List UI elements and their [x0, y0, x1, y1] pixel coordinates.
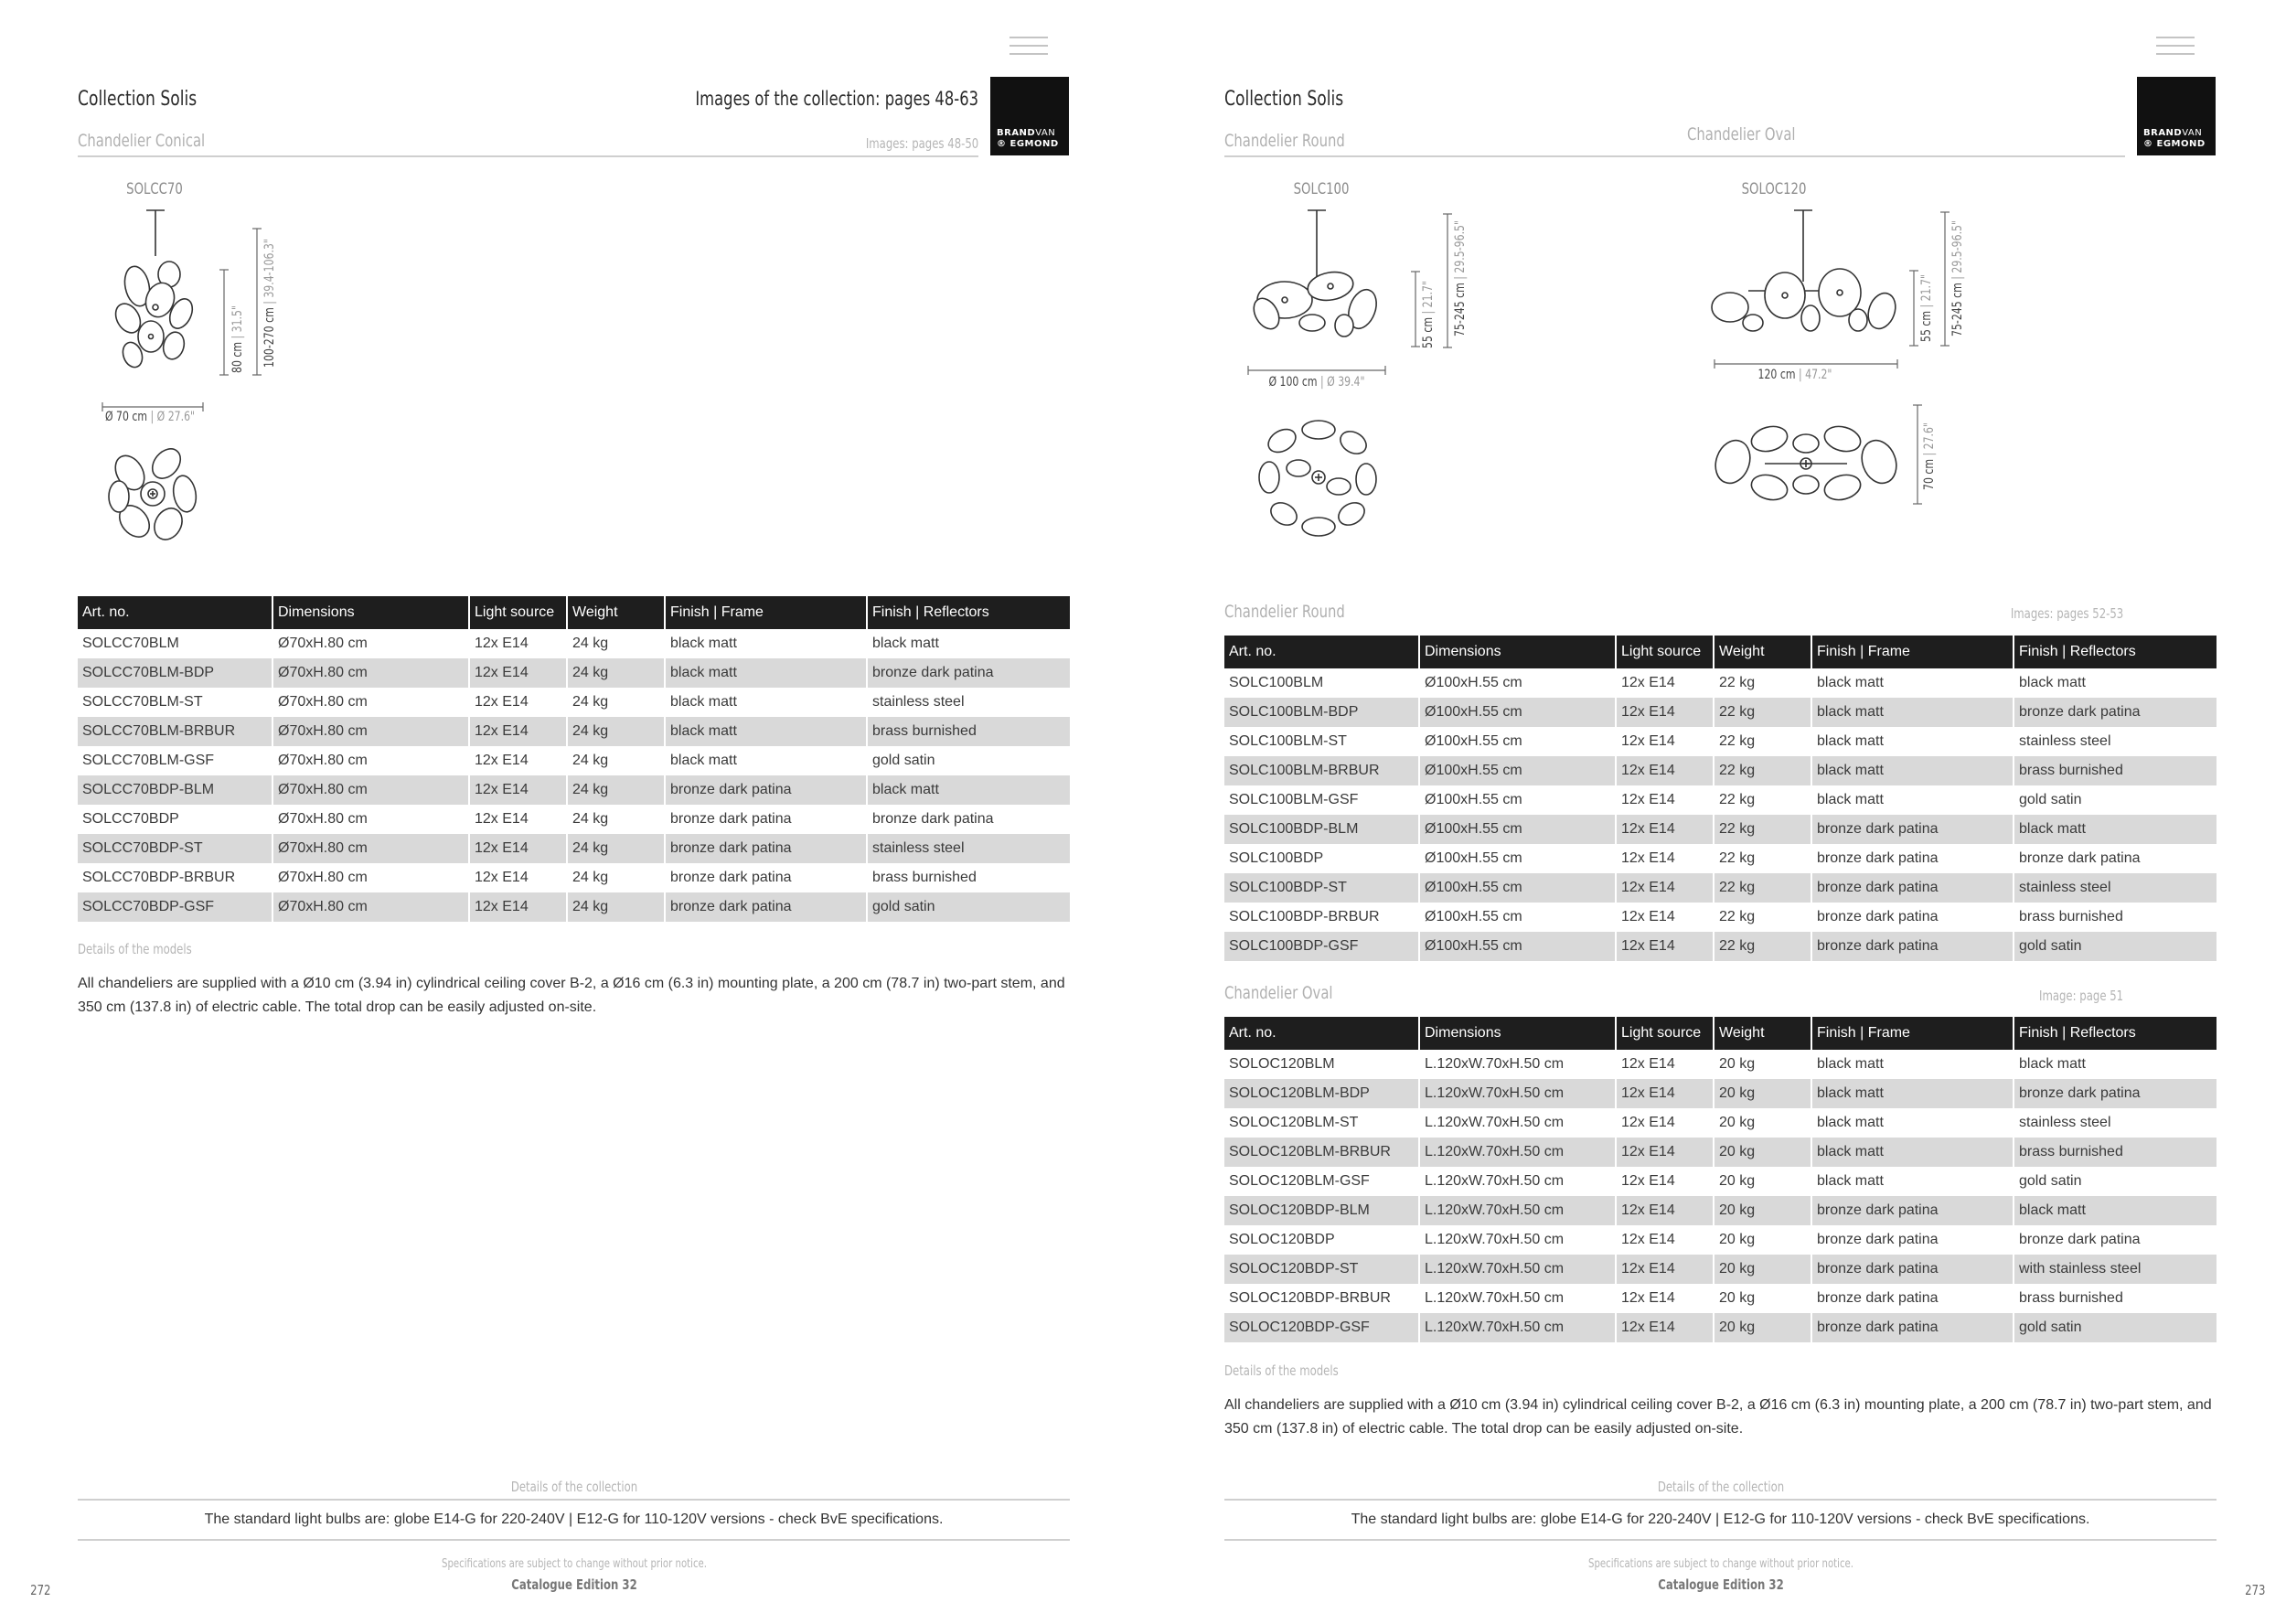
- table-cell: Ø70xH.80 cm: [272, 834, 469, 863]
- footer-bulb-note: The standard light bulbs are: globe E14-G for 220-240V | E12-G for 110-120V versions - check BvE specifications.: [1224, 1499, 2217, 1541]
- oval-dimension-height: 55 cm | 21.7": [1919, 274, 1934, 342]
- table-row: [1224, 727, 2217, 756]
- table-row: [78, 834, 1070, 863]
- round-dimension-drop: 75-245 cm | 29.5-96.5": [1453, 219, 1468, 337]
- table-row: [1224, 1108, 2217, 1138]
- table-cell: bronze dark patina: [2014, 1079, 2217, 1108]
- table-row: [1224, 756, 2217, 785]
- table-cell: black matt: [1811, 668, 2014, 698]
- table-cell: Ø70xH.80 cm: [272, 688, 469, 717]
- table-cell: 12x E14: [1616, 785, 1714, 815]
- table-cell: Ø70xH.80 cm: [272, 629, 469, 658]
- page-number: 272: [30, 1582, 51, 1598]
- table-cell: SOLCC70BDP-GSF: [78, 892, 272, 922]
- product-caption-round: SOLC100: [1293, 180, 1350, 198]
- height-dimension-line: [219, 270, 229, 375]
- table-cell: 22 kg: [1714, 668, 1811, 698]
- table-cell: 24 kg: [567, 775, 665, 805]
- table-cell: 12x E14: [469, 834, 567, 863]
- table-cell: bronze dark patina: [1811, 1313, 2014, 1342]
- spec-table-conical: [78, 596, 1070, 922]
- table-cell: 12x E14: [1616, 1079, 1714, 1108]
- table-cell: brass burnished: [2014, 903, 2217, 932]
- table-cell: 20 kg: [1714, 1284, 1811, 1313]
- round-side-drawing: [1248, 208, 1385, 346]
- footer-heading: Details of the collection: [1657, 1479, 1785, 1495]
- table-cell: 22 kg: [1714, 815, 1811, 844]
- col-header: Finish | Frame: [665, 596, 867, 629]
- table-cell: bronze dark patina: [1811, 1284, 2014, 1313]
- table-cell: 12x E14: [1616, 844, 1714, 873]
- table-cell: Ø70xH.80 cm: [272, 805, 469, 834]
- oval-height-dimension-line: [1909, 271, 1918, 346]
- table-row: [78, 805, 1070, 834]
- table-cell: 12x E14: [469, 746, 567, 775]
- table-cell: 12x E14: [1616, 668, 1714, 698]
- table-row: [1224, 1050, 2217, 1079]
- table-cell: SOLC100BDP-BRBUR: [1229, 909, 1380, 924]
- table-row: [1224, 815, 2217, 844]
- table-cell: L.120xW.70xH.50 cm: [1419, 1196, 1616, 1225]
- table-cell: 20 kg: [1714, 1138, 1811, 1167]
- table-row: [1224, 873, 2217, 903]
- table-cell: 20 kg: [1714, 1196, 1811, 1225]
- col-header: Finish | Frame: [1811, 636, 2014, 668]
- table-cell: black matt: [2014, 668, 2217, 698]
- header-rule: [78, 155, 978, 157]
- table-cell: 20 kg: [1714, 1167, 1811, 1196]
- table-cell: 24 kg: [567, 863, 665, 892]
- brand-logo: BRANDVAN ® EGMOND: [2137, 77, 2216, 155]
- table-cell: 12x E14: [469, 892, 567, 922]
- table-cell: gold satin: [2014, 1167, 2217, 1196]
- table-cell: 12x E14: [1616, 1108, 1714, 1138]
- table-cell: 12x E14: [469, 717, 567, 746]
- table-row: [1224, 1167, 2217, 1196]
- table-cell: 12x E14: [1616, 873, 1714, 903]
- table-cell: L.120xW.70xH.50 cm: [1419, 1284, 1616, 1313]
- table-cell: SOLCC70BLM-BDP: [78, 658, 272, 688]
- table-cell: black matt: [1811, 1079, 2014, 1108]
- table-cell: 12x E14: [1616, 815, 1714, 844]
- table-cell: bronze dark patina: [665, 834, 867, 863]
- table-cell: black matt: [665, 717, 867, 746]
- table-cell: 22 kg: [1714, 698, 1811, 727]
- table-cell: SOLC100BDP: [1229, 850, 1324, 866]
- table-cell: brass burnished: [2014, 756, 2217, 785]
- table-cell: 12x E14: [469, 805, 567, 834]
- menu-icon[interactable]: [2156, 37, 2195, 57]
- table-cell: 24 kg: [567, 892, 665, 922]
- table-cell: bronze dark patina: [1811, 1196, 2014, 1225]
- table-cell: black matt: [2014, 1196, 2217, 1225]
- table-cell: SOLCC70BLM-ST: [82, 694, 203, 710]
- table-cell: 24 kg: [567, 805, 665, 834]
- table-cell: bronze dark patina: [1811, 932, 2014, 961]
- table-cell: 22 kg: [1714, 785, 1811, 815]
- round-height-dimension-line: [1411, 272, 1420, 347]
- table-cell: SOLC100BLM-GSF: [1229, 792, 1359, 807]
- table-cell: L.120xW.70xH.50 cm: [1419, 1079, 1616, 1108]
- table-cell: 12x E14: [1616, 1255, 1714, 1284]
- images-ref: Images: pages 48-50: [865, 135, 978, 152]
- col-header: Finish | Reflectors: [2014, 1017, 2217, 1050]
- table-cell: Ø100xH.55 cm: [1419, 727, 1616, 756]
- table-cell: with stainless steel: [2014, 1255, 2217, 1284]
- table-row: [78, 688, 1070, 717]
- table-cell: brass burnished: [2014, 1284, 2217, 1313]
- col-header: Light source: [1616, 636, 1714, 668]
- table-cell: Ø70xH.80 cm: [272, 775, 469, 805]
- dimension-drop: 100-270 cm | 39.4-106.3": [262, 239, 277, 368]
- table-cell: 12x E14: [469, 863, 567, 892]
- section-title-oval: Chandelier Oval: [1224, 983, 1333, 1003]
- table-cell: black matt: [867, 629, 1070, 658]
- page-number: 273: [2245, 1582, 2266, 1598]
- col-header: Art. no.: [1224, 1017, 1419, 1050]
- table-cell: 12x E14: [1616, 698, 1714, 727]
- table-cell: L.120xW.70xH.50 cm: [1419, 1108, 1616, 1138]
- col-header: Finish | Frame: [1811, 1017, 2014, 1050]
- spec-table-round: [1224, 636, 2217, 961]
- header-rule: [1224, 155, 2125, 157]
- table-cell: black matt: [665, 658, 867, 688]
- col-header: Light source: [469, 596, 567, 629]
- oval-depth-dimension-line: [1913, 405, 1922, 504]
- table-cell: brass burnished: [867, 717, 1070, 746]
- table-cell: stainless steel: [2014, 873, 2217, 903]
- table-row: [1224, 1284, 2217, 1313]
- table-cell: Ø70xH.80 cm: [272, 717, 469, 746]
- table-cell: SOLCC70BLM-BRBUR: [78, 717, 272, 746]
- table-cell: stainless steel: [2014, 727, 2217, 756]
- table-cell: SOLC100BLM-BDP: [1224, 698, 1419, 727]
- table-row: [1224, 932, 2217, 961]
- table-cell: SOLOC120BDP-GSF: [1224, 1313, 1419, 1342]
- table-cell: SOLCC70BLM: [82, 636, 179, 651]
- round-dimension-width: Ø 100 cm | Ø 39.4": [1268, 375, 1365, 390]
- subtitle-oval: Chandelier Oval: [1687, 124, 1796, 144]
- footer-heading: Details of the collection: [510, 1479, 638, 1495]
- table-row: [78, 892, 1070, 922]
- table-cell: SOLOC120BDP: [1229, 1232, 1335, 1247]
- table-row: [78, 717, 1070, 746]
- col-header: Dimensions: [1419, 1017, 1616, 1050]
- dimension-width: Ø 70 cm | Ø 27.6": [104, 410, 196, 424]
- table-cell: Ø70xH.80 cm: [272, 892, 469, 922]
- table-row: [1224, 844, 2217, 873]
- table-cell: 24 kg: [567, 746, 665, 775]
- table-row: [1224, 903, 2217, 932]
- footer-edition: Catalogue Edition 32: [511, 1576, 637, 1593]
- table-cell: SOLCC70BDP-BLM: [78, 775, 272, 805]
- table-cell: SOLOC120BLM-BRBUR: [1224, 1138, 1419, 1167]
- details-text: All chandeliers are supplied with a Ø10 cm (3.94 in) cylindrical ceiling cover B-2, a Ø16 cm (6.3 in) mounting plate, a 200 cm (78.7 in) two-part stem, and 350 cm (137.8 in) of electric cable. The total drop can be easily adjusted on-site.: [78, 976, 1065, 1015]
- table-cell: bronze dark patina: [2014, 844, 2217, 873]
- table-header-row: [78, 596, 1070, 629]
- table-header-row: [1224, 1017, 2217, 1050]
- table-cell: 12x E14: [1616, 756, 1714, 785]
- table-row: [78, 775, 1070, 805]
- table-header-row: [1224, 636, 2217, 668]
- table-cell: SOLOC120BLM-BDP: [1224, 1079, 1419, 1108]
- table-cell: 12x E14: [469, 658, 567, 688]
- table-cell: SOLOC120BDP-BRBUR: [1229, 1290, 1391, 1306]
- table-cell: stainless steel: [867, 688, 1070, 717]
- round-width-dimension-line: [1248, 366, 1385, 375]
- table-cell: black matt: [867, 775, 1070, 805]
- table-cell: 12x E14: [469, 629, 567, 658]
- table-cell: bronze dark patina: [1811, 873, 2014, 903]
- table-cell: bronze dark patina: [2014, 698, 2217, 727]
- table-cell: stainless steel: [867, 834, 1070, 863]
- table-cell: brass burnished: [2014, 1138, 2217, 1167]
- collection-title: Collection Solis: [78, 88, 198, 111]
- table-row: [1224, 668, 2217, 698]
- table-row: [1224, 1255, 2217, 1284]
- table-cell: 12x E14: [1616, 727, 1714, 756]
- col-header: Finish | Reflectors: [867, 596, 1070, 629]
- oval-side-drawing: [1703, 208, 1904, 346]
- subtitle: Chandelier Round: [1224, 131, 1345, 151]
- table-cell: SOLC100BDP-GSF: [1224, 932, 1419, 961]
- details-heading: Details of the models: [1224, 1362, 1339, 1379]
- oval-dimension-depth: 70 cm | 27.6": [1922, 422, 1937, 490]
- table-cell: SOLC100BLM: [1229, 675, 1324, 690]
- table-cell: 20 kg: [1714, 1079, 1811, 1108]
- product-caption-oval: SOLOC120: [1741, 180, 1807, 198]
- table-cell: black matt: [1811, 756, 2014, 785]
- oval-dimension-width: 120 cm | 47.2": [1757, 368, 1832, 382]
- table-cell: 20 kg: [1714, 1108, 1811, 1138]
- table-cell: gold satin: [867, 746, 1070, 775]
- table-cell: 20 kg: [1714, 1313, 1811, 1342]
- col-header: Art. no.: [78, 596, 272, 629]
- table-cell: bronze dark patina: [1811, 903, 2014, 932]
- round-drop-dimension-line: [1443, 214, 1452, 347]
- table-cell: Ø70xH.80 cm: [272, 658, 469, 688]
- collection-title: Collection Solis: [1224, 88, 1344, 111]
- table-cell: bronze dark patina: [1811, 815, 2014, 844]
- table-cell: 24 kg: [567, 717, 665, 746]
- images-of-collection-link[interactable]: Images of the collection: pages 48-63: [695, 88, 978, 110]
- table-cell: bronze dark patina: [2014, 1225, 2217, 1255]
- table-cell: brass burnished: [867, 863, 1070, 892]
- details-heading: Details of the models: [78, 941, 192, 957]
- table-cell: 12x E14: [1616, 1225, 1714, 1255]
- table-cell: gold satin: [2014, 932, 2217, 961]
- oval-dimension-drop: 75-245 cm | 29.5-96.5": [1950, 219, 1965, 337]
- table-cell: Ø100xH.55 cm: [1419, 785, 1616, 815]
- table-cell: bronze dark patina: [1811, 1255, 2014, 1284]
- table-cell: 12x E14: [1616, 1196, 1714, 1225]
- col-header: Weight: [1714, 636, 1811, 668]
- table-cell: black matt: [1811, 698, 2014, 727]
- brand-logo: BRANDVAN ® EGMOND: [990, 77, 1069, 155]
- table-cell: 12x E14: [1616, 932, 1714, 961]
- table-cell: SOLOC120BLM: [1229, 1056, 1335, 1072]
- right-page: [1143, 0, 2286, 1624]
- table-cell: 22 kg: [1714, 873, 1811, 903]
- table-cell: stainless steel: [2014, 1108, 2217, 1138]
- table-row: [1224, 1138, 2217, 1167]
- table-row: [78, 658, 1070, 688]
- round-top-drawing: [1255, 413, 1383, 541]
- spec-table-oval: [1224, 1017, 2217, 1342]
- table-cell: bronze dark patina: [665, 775, 867, 805]
- table-cell: black matt: [1811, 1108, 2014, 1138]
- table-cell: Ø100xH.55 cm: [1419, 698, 1616, 727]
- oval-top-drawing: [1710, 416, 1902, 508]
- table-cell: black matt: [665, 629, 867, 658]
- table-cell: 12x E14: [469, 688, 567, 717]
- table-cell: 22 kg: [1714, 844, 1811, 873]
- table-cell: SOLCC70BDP: [82, 811, 179, 827]
- table-row: [1224, 1225, 2217, 1255]
- table-cell: 12x E14: [469, 775, 567, 805]
- table-cell: L.120xW.70xH.50 cm: [1419, 1313, 1616, 1342]
- table-cell: black matt: [2014, 815, 2217, 844]
- table-cell: bronze dark patina: [1811, 844, 2014, 873]
- table-row: [1224, 1196, 2217, 1225]
- product-caption: SOLCC70: [126, 180, 183, 198]
- table-cell: L.120xW.70xH.50 cm: [1419, 1225, 1616, 1255]
- table-cell: bronze dark patina: [867, 805, 1070, 834]
- table-row: [78, 746, 1070, 775]
- footer-edition: Catalogue Edition 32: [1658, 1576, 1784, 1593]
- table-cell: Ø100xH.55 cm: [1419, 756, 1616, 785]
- table-cell: L.120xW.70xH.50 cm: [1419, 1138, 1616, 1167]
- table-row: [1224, 1079, 2217, 1108]
- table-cell: Ø100xH.55 cm: [1419, 873, 1616, 903]
- table-cell: L.120xW.70xH.50 cm: [1419, 1167, 1616, 1196]
- col-header: Finish | Reflectors: [2014, 636, 2217, 668]
- footer-bulb-note: The standard light bulbs are: globe E14-G for 220-240V | E12-G for 110-120V versions - check BvE specifications.: [78, 1499, 1070, 1541]
- section-title-round: Chandelier Round: [1224, 602, 1345, 622]
- table-cell: SOLCC70BDP-ST: [78, 834, 272, 863]
- table-cell: 12x E14: [1616, 903, 1714, 932]
- details-text: All chandeliers are supplied with a Ø10 cm (3.94 in) cylindrical ceiling cover B-2, a Ø16 cm (6.3 in) mounting plate, a 200 cm (78.7 in) two-part stem, and 350 cm (137.8 in) of electric cable. The total drop can be easily adjusted on-site.: [1224, 1397, 2212, 1437]
- table-cell: 20 kg: [1714, 1225, 1811, 1255]
- table-cell: 12x E14: [1616, 1167, 1714, 1196]
- dimension-height: 80 cm | 31.5": [230, 305, 245, 373]
- table-cell: 24 kg: [567, 629, 665, 658]
- col-header: Weight: [1714, 1017, 1811, 1050]
- table-cell: black matt: [1811, 1138, 2014, 1167]
- table-cell: 22 kg: [1714, 903, 1811, 932]
- subtitle: Chandelier Conical: [78, 131, 206, 151]
- table-cell: Ø100xH.55 cm: [1419, 844, 1616, 873]
- table-cell: 22 kg: [1714, 727, 1811, 756]
- table-cell: 20 kg: [1714, 1050, 1811, 1079]
- drop-dimension-line: [252, 229, 262, 375]
- table-cell: bronze dark patina: [665, 805, 867, 834]
- table-cell: bronze dark patina: [665, 863, 867, 892]
- footer-spec-note: Specifications are subject to change without prior notice.: [442, 1557, 707, 1571]
- conical-top-drawing: [102, 443, 203, 544]
- round-dimension-height: 55 cm | 21.7": [1421, 281, 1436, 348]
- table-cell: 22 kg: [1714, 932, 1811, 961]
- table-cell: Ø100xH.55 cm: [1419, 815, 1616, 844]
- conical-side-drawing: [101, 208, 210, 382]
- table-cell: 24 kg: [567, 834, 665, 863]
- table-row: [1224, 1313, 2217, 1342]
- menu-icon[interactable]: [1009, 37, 1048, 57]
- table-cell: SOLC100BLM-BRBUR: [1224, 756, 1419, 785]
- table-cell: black matt: [665, 746, 867, 775]
- table-cell: gold satin: [2014, 1313, 2217, 1342]
- table-cell: SOLC100BLM-ST: [1229, 733, 1347, 749]
- table-cell: black matt: [1811, 727, 2014, 756]
- table-cell: SOLOC120BLM-GSF: [1229, 1173, 1370, 1189]
- table-cell: SOLC100BDP-ST: [1224, 873, 1419, 903]
- col-header: Dimensions: [1419, 636, 1616, 668]
- table-cell: SOLOC120BDP-ST: [1224, 1255, 1419, 1284]
- table-row: [78, 629, 1070, 658]
- table-cell: Ø100xH.55 cm: [1419, 668, 1616, 698]
- table-cell: black matt: [2014, 1050, 2217, 1079]
- table-cell: black matt: [1811, 1050, 2014, 1079]
- table-cell: black matt: [1811, 785, 2014, 815]
- table-cell: SOLC100BDP-BLM: [1224, 815, 1419, 844]
- table-cell: L.120xW.70xH.50 cm: [1419, 1050, 1616, 1079]
- table-cell: 12x E14: [1616, 1138, 1714, 1167]
- table-cell: L.120xW.70xH.50 cm: [1419, 1255, 1616, 1284]
- table-cell: black matt: [1811, 1167, 2014, 1196]
- col-header: Art. no.: [1224, 636, 1419, 668]
- table-cell: Ø70xH.80 cm: [272, 863, 469, 892]
- table-cell: 24 kg: [567, 658, 665, 688]
- table-cell: 24 kg: [567, 688, 665, 717]
- table-cell: bronze dark patina: [665, 892, 867, 922]
- section-ref-round: Images: pages 52-53: [2010, 605, 2123, 622]
- table-cell: gold satin: [2014, 785, 2217, 815]
- footer-spec-note: Specifications are subject to change without prior notice.: [1588, 1557, 1853, 1571]
- table-cell: SOLCC70BLM-GSF: [82, 753, 215, 768]
- table-cell: 20 kg: [1714, 1255, 1811, 1284]
- col-header: Dimensions: [272, 596, 469, 629]
- table-cell: Ø100xH.55 cm: [1419, 903, 1616, 932]
- table-cell: gold satin: [867, 892, 1070, 922]
- table-row: [1224, 698, 2217, 727]
- col-header: Weight: [567, 596, 665, 629]
- table-cell: SOLOC120BLM-ST: [1229, 1115, 1359, 1130]
- table-cell: 12x E14: [1616, 1050, 1714, 1079]
- table-cell: 12x E14: [1616, 1284, 1714, 1313]
- table-cell: bronze dark patina: [867, 658, 1070, 688]
- table-cell: SOLOC120BDP-BLM: [1224, 1196, 1419, 1225]
- table-cell: 22 kg: [1714, 756, 1811, 785]
- section-ref-oval: Image: page 51: [2038, 988, 2123, 1004]
- table-cell: SOLCC70BDP-BRBUR: [82, 870, 236, 885]
- table-cell: Ø70xH.80 cm: [272, 746, 469, 775]
- table-row: [1224, 785, 2217, 815]
- table-cell: bronze dark patina: [1811, 1225, 2014, 1255]
- table-row: [78, 863, 1070, 892]
- col-header: Light source: [1616, 1017, 1714, 1050]
- oval-drop-dimension-line: [1940, 212, 1950, 346]
- table-cell: black matt: [665, 688, 867, 717]
- table-cell: Ø100xH.55 cm: [1419, 932, 1616, 961]
- table-cell: 12x E14: [1616, 1313, 1714, 1342]
